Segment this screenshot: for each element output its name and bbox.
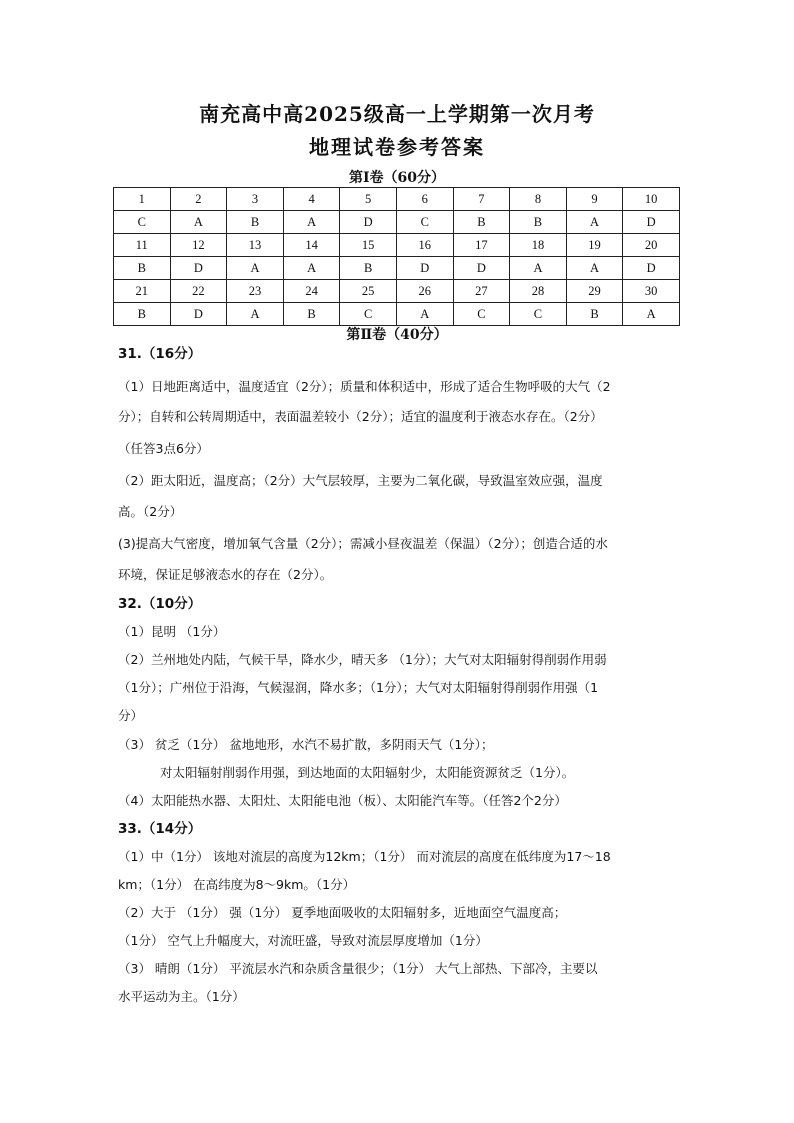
- answer-line: 对太阳辐射削弱作用强，到达地面的太阳辐射少，太阳能资源贫乏（1分）。: [160, 765, 575, 780]
- question-number-cell: 4: [283, 188, 340, 211]
- answer-line: km；（1分） 在高纬度为8～9km。（1分）: [118, 877, 356, 892]
- question-number-cell: 27: [453, 280, 510, 303]
- answer-cell: A: [566, 211, 623, 234]
- question-number-cell: 2: [170, 188, 227, 211]
- answer-cell: B: [340, 257, 397, 280]
- answer-line: （1分） 空气上升幅度大，对流旺盛，导致对流层厚度增加（1分）: [118, 933, 488, 948]
- answer-cell: A: [283, 257, 340, 280]
- answer-cell: A: [283, 211, 340, 234]
- answer-line: （1分）；广州位于沿海，气候湿润，降水多；（1分）；大气对太阳辐射得削弱作用强（1: [118, 680, 599, 695]
- answer-line: 环境，保证足够液态水的存在（2分）。: [118, 567, 333, 582]
- answer-cell: C: [396, 211, 453, 234]
- answer-line: （1）中（1分） 该地对流层的高度为12km；（1分） 而对流层的高度在低纬度为17～18: [118, 849, 611, 864]
- answer-row: [114, 257, 680, 280]
- question-number-row: [114, 188, 680, 211]
- question-number-cell: 6: [396, 188, 453, 211]
- section-1-heading: 第Ⅰ卷（60分）: [348, 170, 446, 186]
- answer-cell: A: [510, 257, 567, 280]
- answer-cell: D: [340, 211, 397, 234]
- question-number-cell: 11: [114, 234, 171, 257]
- question-number-cell: 3: [227, 188, 284, 211]
- question-number-cell: 9: [566, 188, 623, 211]
- answer-cell: B: [453, 211, 510, 234]
- answer-line: （1）日地距离适中，温度适宜（2分）；质量和体积适中，形成了适合生物呼吸的大气（2: [118, 379, 611, 394]
- answer-cell: C: [114, 211, 171, 234]
- question-number-cell: 24: [283, 280, 340, 303]
- question-number-cell: 25: [340, 280, 397, 303]
- answer-cell: A: [623, 303, 680, 326]
- answer-table: [113, 187, 680, 326]
- answer-line: 分）；自转和公转周期适中，表面温差较小（2分）；适宜的温度利于液态水存在。（2分）: [118, 409, 603, 424]
- question-number-row: [114, 280, 680, 303]
- answer-cell: A: [227, 303, 284, 326]
- question-number-cell: 23: [227, 280, 284, 303]
- answer-row: [114, 211, 680, 234]
- answer-line: （任答3点6分）: [118, 441, 209, 456]
- question-number-cell: 1: [114, 188, 171, 211]
- answer-cell: D: [396, 257, 453, 280]
- answer-cell: A: [566, 257, 623, 280]
- answer-cell: D: [453, 257, 510, 280]
- answer-line: （3） 晴朗（1分） 平流层水汽和杂质含量很少；（1分） 大气上部热、下部冷，主要以: [118, 961, 598, 976]
- answer-line: （2）兰州地处内陆，气候干旱，降水少，晴天多 （1分）；大气对太阳辐射得削弱作用弱: [118, 652, 607, 667]
- answer-cell: B: [566, 303, 623, 326]
- question-number-cell: 12: [170, 234, 227, 257]
- question-number-cell: 22: [170, 280, 227, 303]
- question-number-cell: 5: [340, 188, 397, 211]
- answer-cell: B: [227, 211, 284, 234]
- answer-cell: B: [283, 303, 340, 326]
- question-32-heading: 32.（10分）: [118, 596, 202, 612]
- question-number-cell: 28: [510, 280, 567, 303]
- question-number-cell: 10: [623, 188, 680, 211]
- question-31-heading: 31.（16分）: [118, 346, 202, 362]
- question-number-cell: 14: [283, 234, 340, 257]
- answer-line: （3） 贫乏（1分） 盆地地形，水汽不易扩散，多阴雨天气（1分）；: [118, 737, 494, 752]
- answer-cell: A: [170, 211, 227, 234]
- answer-cell: B: [510, 211, 567, 234]
- answer-line: （2）大于 （1分） 强（1分） 夏季地面吸收的太阳辐射多，近地面空气温度高；: [118, 905, 567, 920]
- answer-cell: D: [623, 257, 680, 280]
- question-33-heading: 33.（14分）: [118, 821, 202, 837]
- answer-line: (3)提高大气密度，增加氧气含量（2分）；需减小昼夜温差（保温）（2分）；创造合适的水: [118, 536, 608, 551]
- question-number-cell: 13: [227, 234, 284, 257]
- answer-cell: D: [623, 211, 680, 234]
- question-number-cell: 17: [453, 234, 510, 257]
- page-subtitle: 地理试卷参考答案: [309, 135, 485, 159]
- answer-cell: A: [396, 303, 453, 326]
- answer-cell: C: [510, 303, 567, 326]
- question-number-cell: 30: [623, 280, 680, 303]
- question-number-cell: 29: [566, 280, 623, 303]
- answer-cell: D: [170, 303, 227, 326]
- answer-cell: D: [170, 257, 227, 280]
- answer-cell: C: [453, 303, 510, 326]
- answer-cell: C: [340, 303, 397, 326]
- section-2-heading: 第Ⅱ卷（40分）: [346, 327, 448, 343]
- answer-line: 水平运动为主。（1分）: [118, 989, 245, 1004]
- question-number-cell: 20: [623, 234, 680, 257]
- answer-cell: B: [114, 303, 171, 326]
- question-number-cell: 7: [453, 188, 510, 211]
- answer-row: [114, 303, 680, 326]
- question-number-cell: 16: [396, 234, 453, 257]
- question-number-cell: 15: [340, 234, 397, 257]
- answer-line: （4）太阳能热水器、太阳灶、太阳能电池（板）、太阳能汽车等。（任答2个2分）: [118, 793, 567, 808]
- question-number-cell: 21: [114, 280, 171, 303]
- answer-line: （1）昆明 （1分）: [118, 624, 226, 639]
- answer-line: 高。（2分）: [118, 504, 183, 519]
- answer-cell: A: [227, 257, 284, 280]
- question-number-cell: 18: [510, 234, 567, 257]
- question-number-cell: 19: [566, 234, 623, 257]
- question-number-row: [114, 234, 680, 257]
- answer-line: （2）距太阳近，温度高；（2分）大气层较厚，主要为二氧化碳，导致温室效应强，温度: [118, 473, 603, 488]
- question-number-cell: 8: [510, 188, 567, 211]
- page-title: 南充高中高2025级高一上学期第一次月考: [199, 102, 595, 126]
- answer-cell: B: [114, 257, 171, 280]
- answer-line: 分）: [118, 708, 144, 723]
- question-number-cell: 26: [396, 280, 453, 303]
